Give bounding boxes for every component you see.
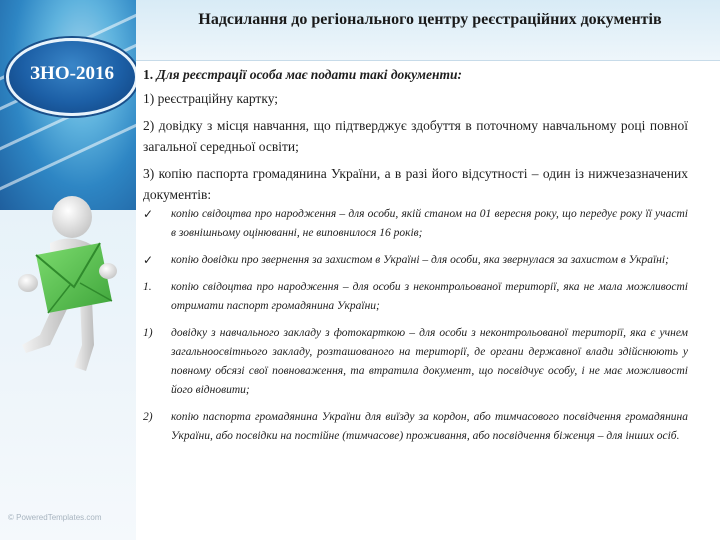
- list-item-text: копію свідоцтва про народження – для особи, якій станом на 01 вересня року, що передує року її участі в зовнішньому оцінюванні, не виповнилося 16 років;: [171, 208, 688, 239]
- requirement-3: 3) копію паспорта громадянина України, а в разі його відсутності – один із нижчезазначених документів:: [143, 166, 688, 202]
- person-with-envelope-illustration: [0, 195, 136, 385]
- list-item: [143, 205, 688, 243]
- zno-badge: [6, 38, 136, 116]
- heading-number: 1.: [143, 67, 154, 82]
- title-divider: [136, 60, 720, 61]
- requirement-1: 1) реєстраційну картку;: [143, 91, 279, 106]
- main-content: [143, 64, 688, 205]
- document-list: [143, 205, 688, 454]
- list-item-text: копію паспорта громадянина України для виїзду за кордон, або тимчасового посвідчення громадянина України, або посвідки на постійне (тимчасове) проживання, або посвідчення біженця – для інших осіб.: [171, 411, 688, 442]
- check-icon: ✓: [143, 207, 154, 221]
- heading-text: Для реєстрації особа має подати такі документи:: [156, 67, 463, 82]
- requirements-heading: [143, 64, 688, 85]
- list-item-text: копію довідки про звернення за захистом в Україні – для особи, яка звернулася за захистом в Україні;: [171, 254, 669, 266]
- list-item-marker: 2): [143, 411, 153, 423]
- zno-badge-text: ЗНО-2016: [30, 63, 114, 84]
- side-panel: [0, 0, 136, 540]
- requirement-2: 2) довідку з місця навчання, що підтверджує здобуття в поточному навчальному році повної загальної середньої освіти;: [143, 118, 688, 154]
- list-item: [143, 408, 688, 446]
- slide-title: Надсилання до регіонального центру реєстраційних документів: [198, 11, 662, 28]
- list-item-marker: 1.: [143, 281, 152, 293]
- list-item: [143, 251, 688, 270]
- watermark: © PoweredTemplates.com: [8, 513, 102, 522]
- list-item: [143, 278, 688, 316]
- list-item-marker: 1): [143, 327, 153, 339]
- list-item-text: довідку з навчального закладу з фотокарткою – для особи з неконтрольованої території, яка є учнем загальноосвітнього закладу, розташованого на території, де органи державної влади здійснюють у повному обсязі свої повноваження, та втратила документ, що посвідчує особу, і не має можливості його відновити;: [171, 327, 688, 396]
- list-item: [143, 324, 688, 400]
- list-item-text: копію свідоцтва про народження – для особи з неконтрольованої території, яка не мала можливості отримати паспорт громадянина України;: [171, 281, 688, 312]
- check-icon: ✓: [143, 253, 154, 267]
